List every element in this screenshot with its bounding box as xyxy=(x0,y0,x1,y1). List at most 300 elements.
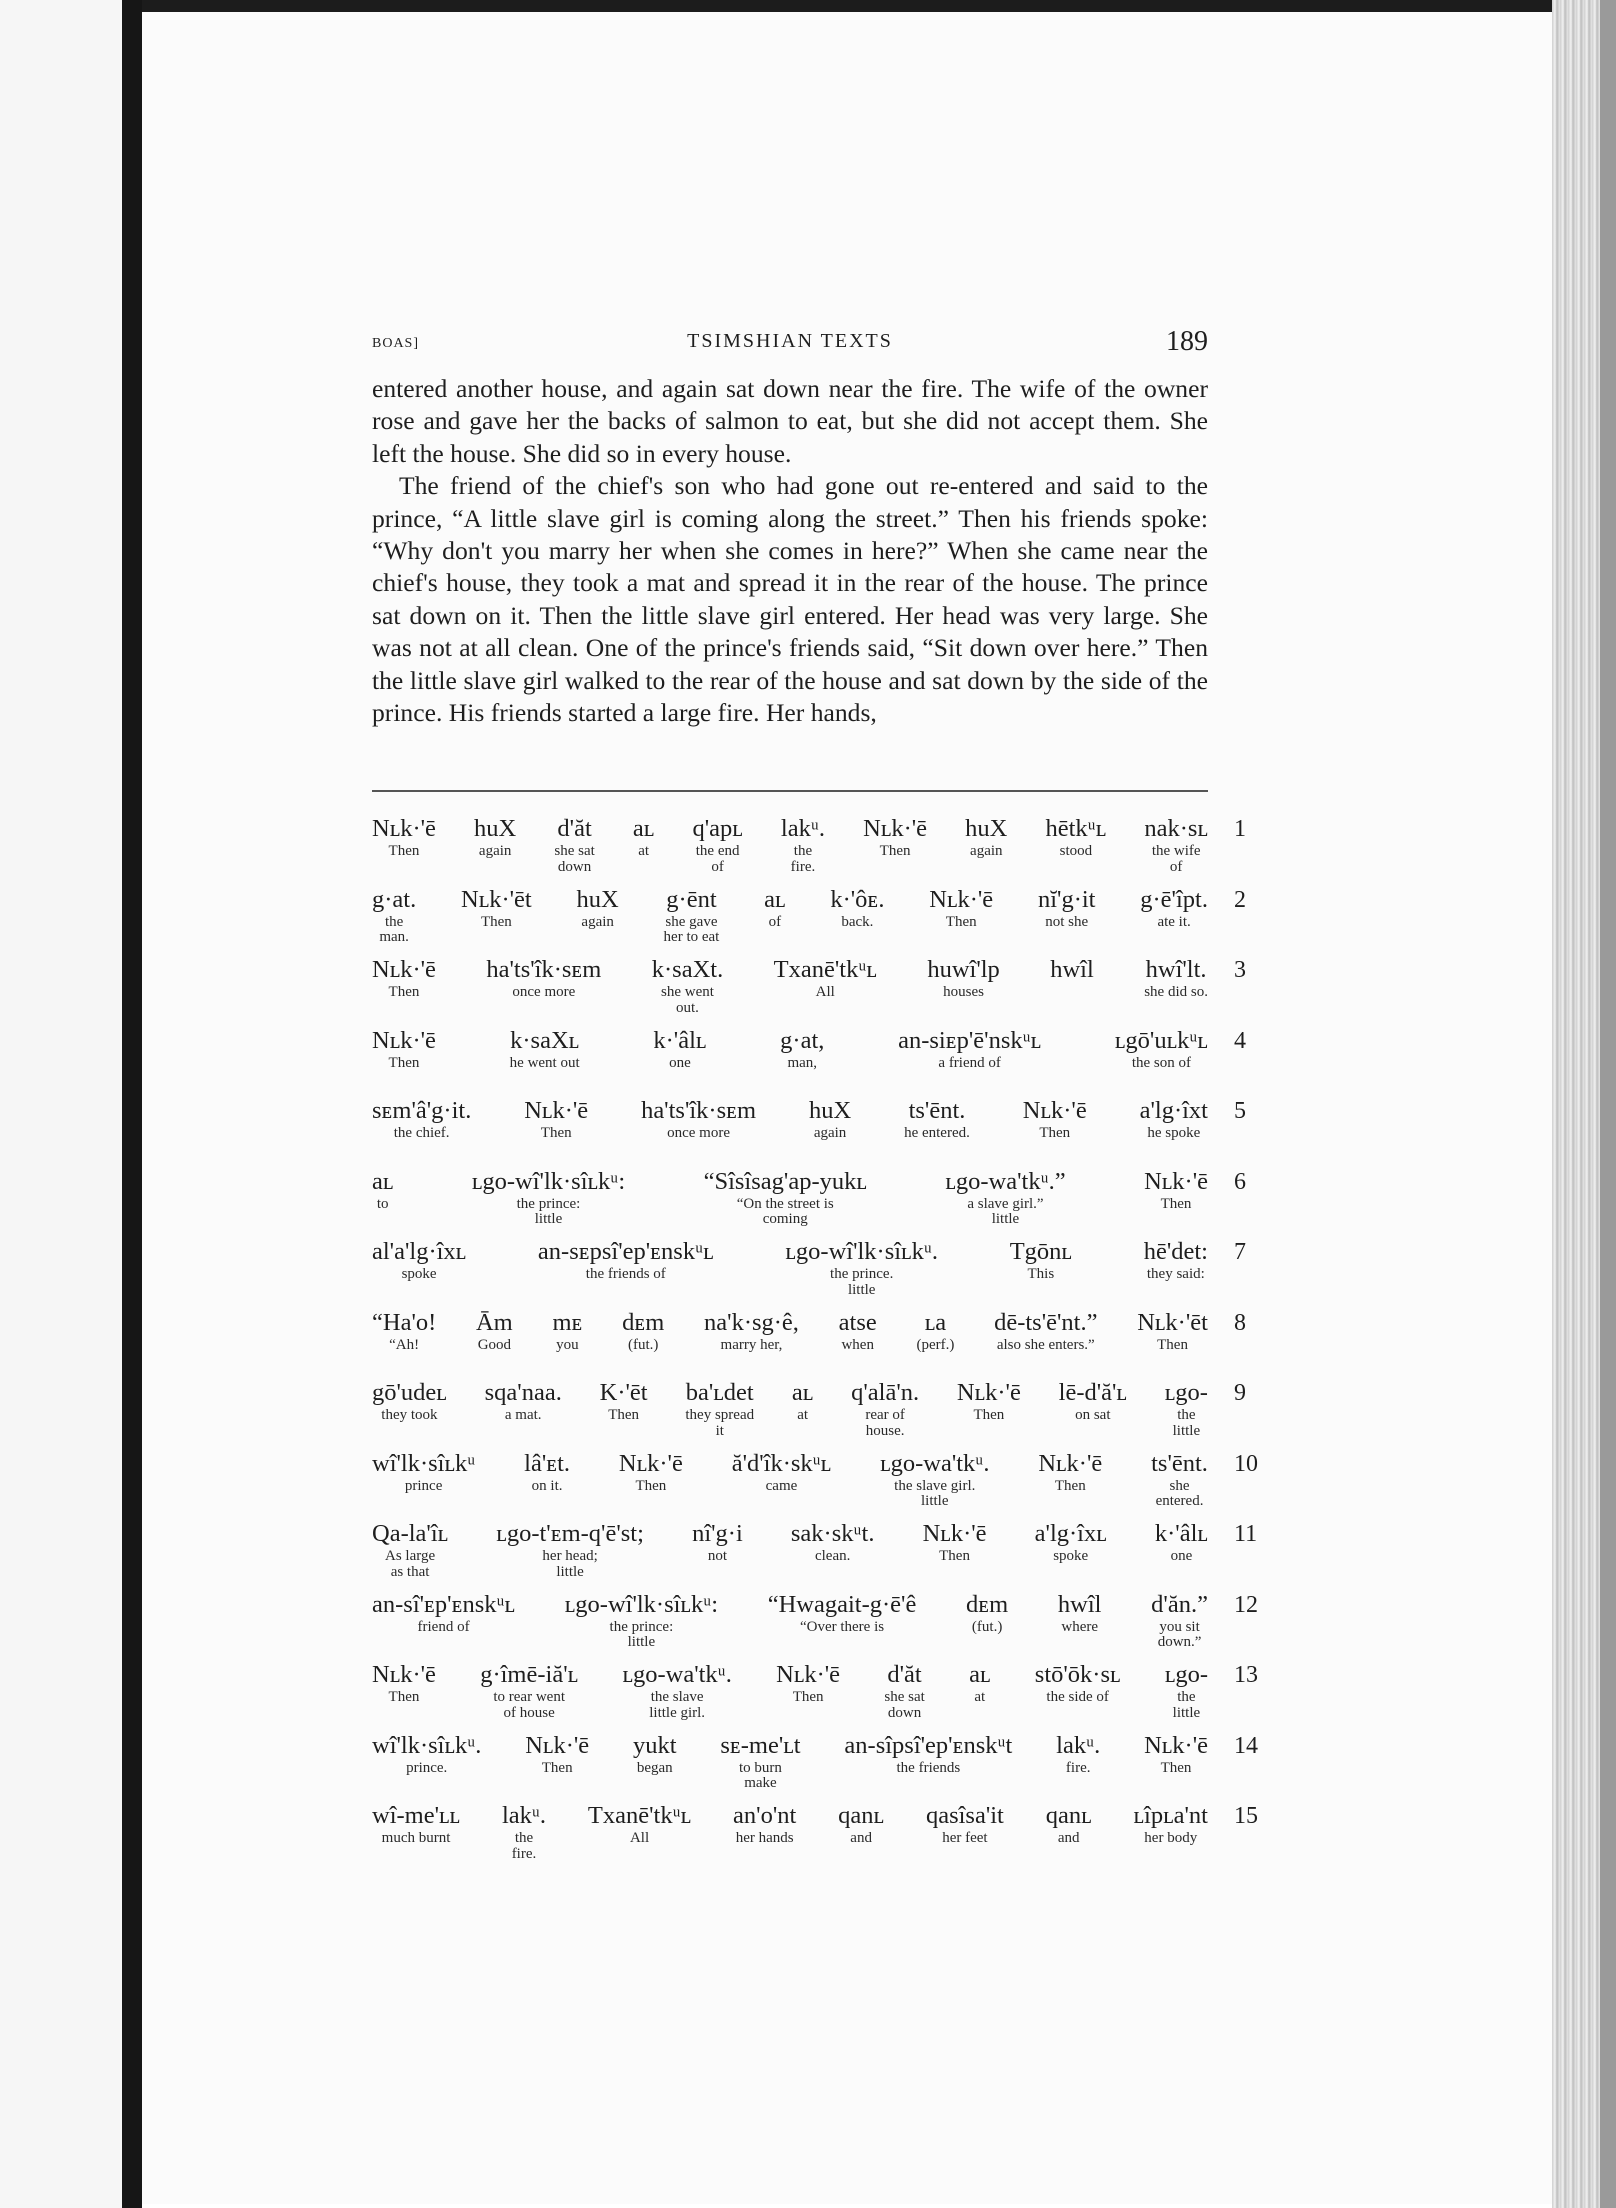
gloss: they spread it xyxy=(685,1407,755,1439)
word-unit xyxy=(1144,955,1208,1001)
gloss: stood xyxy=(1059,843,1093,859)
word-unit xyxy=(704,1167,867,1228)
gloss: Then xyxy=(388,1054,420,1071)
gloss: the fire. xyxy=(511,1830,537,1862)
line-number: 11 xyxy=(1234,1521,1258,1547)
word-unit xyxy=(538,1237,714,1283)
word-unit xyxy=(969,1660,990,1706)
gloss: the little xyxy=(1172,1407,1201,1439)
word-unit xyxy=(1023,1096,1087,1142)
word-unit xyxy=(945,1167,1065,1228)
native-word: ʟa xyxy=(924,1308,947,1336)
native-word: Nʟk·'ē xyxy=(372,1661,436,1688)
line-number: 12 xyxy=(1234,1591,1258,1618)
interlinear-line xyxy=(372,1660,1258,1731)
native-word: hētkᵘʟ xyxy=(1045,815,1107,842)
word-unit xyxy=(372,885,416,946)
gloss: Then xyxy=(388,843,420,859)
word-unit xyxy=(1046,814,1107,860)
gloss: Then xyxy=(540,1125,572,1141)
word-unit xyxy=(1144,1167,1208,1213)
gloss: friend of xyxy=(417,1618,470,1635)
native-word: d'ăt xyxy=(557,815,592,842)
word-unit xyxy=(926,1801,1004,1847)
native-word: hwîl xyxy=(1057,1590,1102,1618)
gloss: houses xyxy=(943,984,984,1000)
gloss: she gave her to eat xyxy=(663,913,720,945)
word-unit xyxy=(372,1801,460,1847)
word-unit xyxy=(929,885,993,931)
native-word: Nʟk·'ē xyxy=(776,1661,841,1688)
gloss: the slave little girl. xyxy=(649,1689,706,1721)
native-word: Txanē'tkᵘʟ xyxy=(587,1802,692,1829)
word-unit xyxy=(476,1308,513,1354)
gloss: Then xyxy=(939,1548,970,1564)
word-unit xyxy=(633,1731,677,1777)
native-word: hē'det: xyxy=(1143,1238,1208,1265)
native-word: Nʟk·'ē xyxy=(922,1520,987,1547)
gloss: This xyxy=(1027,1266,1055,1282)
word-unit xyxy=(692,1519,743,1565)
gloss: clean. xyxy=(814,1548,851,1564)
native-word: ʟgo-wî'lk·sîʟkᵘ: xyxy=(564,1590,719,1618)
native-word: Nʟk·'ē xyxy=(525,1731,590,1759)
native-word: lē-d'ă'ʟ xyxy=(1058,1379,1127,1406)
gloss: the little xyxy=(1172,1689,1201,1721)
gloss: the slave girl. little xyxy=(894,1477,976,1509)
word-unit xyxy=(1050,955,1094,985)
word-unit xyxy=(830,885,884,931)
word-unit xyxy=(480,1660,578,1721)
gloss: they took xyxy=(381,1407,438,1423)
native-word: qanʟ xyxy=(838,1802,885,1829)
native-word: mᴇ xyxy=(552,1308,583,1336)
native-word: wî'lk·sîʟkᵘ xyxy=(372,1449,476,1477)
native-word: stō'ōk·sʟ xyxy=(1034,1661,1121,1688)
word-unit xyxy=(485,1378,562,1424)
native-word: g·ēnt xyxy=(666,885,717,913)
line-number: 2 xyxy=(1234,886,1246,913)
gloss: she sat down xyxy=(884,1689,925,1721)
word-unit xyxy=(1151,1449,1208,1510)
gloss: he went out xyxy=(509,1054,580,1071)
word-unit xyxy=(653,1026,706,1072)
gloss: much burnt xyxy=(381,1830,451,1846)
gloss: the son of xyxy=(1131,1054,1191,1071)
gloss: the chief. xyxy=(393,1125,450,1141)
native-word: aʟ xyxy=(372,1167,394,1195)
native-word: sᴇm'â'g·it. xyxy=(372,1097,472,1124)
word-unit xyxy=(1144,1731,1208,1777)
gloss: As large as that xyxy=(385,1548,436,1580)
native-word: sak·skᵘt. xyxy=(790,1520,875,1547)
native-word: “Ha'o! xyxy=(372,1308,437,1336)
gloss: spoke xyxy=(1053,1548,1089,1564)
gloss: once more xyxy=(512,984,576,1000)
word-unit xyxy=(641,1096,756,1142)
gloss: Good xyxy=(477,1336,512,1353)
word-unit xyxy=(916,1308,954,1354)
word-unit xyxy=(904,1096,970,1142)
native-word: a'lg·îxʟ xyxy=(1034,1520,1107,1547)
native-word: qasîsa'it xyxy=(925,1802,1004,1829)
word-unit xyxy=(622,1308,664,1354)
page-number: 189 xyxy=(1166,326,1208,357)
word-unit xyxy=(839,1308,877,1354)
native-word: Nʟk·'ē xyxy=(1144,1167,1208,1195)
word-unit xyxy=(372,1026,436,1072)
native-word: lakᵘ. xyxy=(501,1802,547,1829)
native-word: Txanē'tkᵘʟ xyxy=(773,956,877,983)
word-unit xyxy=(565,1590,718,1651)
native-word: Nʟk·'ē xyxy=(863,815,928,842)
native-word: ts'ēnt. xyxy=(908,1097,966,1124)
native-word: k·saXʟ xyxy=(510,1026,580,1054)
line-number: 4 xyxy=(1234,1027,1246,1054)
native-word: yukt xyxy=(632,1731,677,1759)
facing-page-edge xyxy=(0,0,122,2208)
interlinear-line xyxy=(372,814,1246,885)
gloss: Then xyxy=(1157,1336,1188,1353)
word-unit xyxy=(600,1378,648,1424)
word-unit xyxy=(1046,1801,1092,1847)
gloss: he entered. xyxy=(904,1125,970,1141)
native-word: Nʟk·'ē xyxy=(1144,1731,1208,1759)
word-unit xyxy=(692,814,742,875)
gloss: fire. xyxy=(1065,1759,1091,1776)
section-divider xyxy=(372,790,1208,792)
line-number: 14 xyxy=(1234,1732,1258,1759)
interlinear-line xyxy=(372,1378,1246,1449)
line-number: 5 xyxy=(1234,1098,1246,1124)
word-unit xyxy=(1058,1590,1102,1636)
word-unit xyxy=(1165,1660,1208,1721)
native-word: Nʟk·'ē xyxy=(372,956,436,983)
interlinear-line xyxy=(372,1731,1258,1802)
native-word: lâ'ᴇt. xyxy=(524,1449,571,1477)
gloss: spoke xyxy=(401,1266,437,1282)
gloss: she sat down xyxy=(554,843,595,875)
word-unit xyxy=(1134,1801,1208,1847)
gloss: at xyxy=(797,1407,809,1423)
native-word: Tgōnʟ xyxy=(1009,1238,1072,1265)
native-word: “Sîsîsag'ap-yukʟ xyxy=(703,1167,867,1195)
gloss: at xyxy=(638,843,650,859)
word-unit xyxy=(774,955,877,1001)
gloss: Then xyxy=(635,1477,667,1494)
native-word: an'o'nt xyxy=(733,1802,797,1829)
interlinear-line xyxy=(372,955,1246,1026)
gloss: the prince: little xyxy=(609,1618,674,1650)
gloss: marry her, xyxy=(720,1336,783,1353)
native-word: huX xyxy=(965,815,1008,842)
gloss: the prince: little xyxy=(516,1195,581,1227)
line-number: 15 xyxy=(1234,1803,1258,1829)
native-word: dᴇm xyxy=(622,1308,665,1336)
native-word: ʟgo-t'ᴇm-q'ē'st; xyxy=(496,1520,644,1547)
native-word: atse xyxy=(838,1308,877,1336)
word-unit xyxy=(1115,1026,1208,1072)
interlinear-line xyxy=(372,885,1246,956)
line-number: 7 xyxy=(1234,1239,1246,1265)
native-word: hwî'lt. xyxy=(1145,956,1207,983)
native-word: g·îmē-iă'ʟ xyxy=(480,1661,579,1688)
word-unit xyxy=(372,1590,515,1636)
line-number: 1 xyxy=(1234,816,1246,842)
gloss: (perf.) xyxy=(916,1336,955,1353)
native-word: aʟ xyxy=(632,815,655,842)
native-word: an-sᴇpsî'ep'ᴇnskᵘʟ xyxy=(537,1238,714,1265)
word-unit xyxy=(510,1026,580,1072)
native-word: ʟgō'uʟkᵘʟ xyxy=(1114,1026,1208,1054)
gloss: the man. xyxy=(379,913,409,945)
word-unit xyxy=(1155,1519,1208,1565)
native-word: q'alā'n. xyxy=(851,1379,920,1406)
gloss: on it. xyxy=(531,1477,563,1494)
gloss: to rear went of house xyxy=(493,1689,565,1721)
word-unit xyxy=(1151,1590,1208,1651)
word-unit xyxy=(1059,1378,1127,1424)
word-unit xyxy=(733,1801,796,1847)
native-word: huX xyxy=(474,815,517,842)
gloss: her head; little xyxy=(542,1548,598,1580)
native-word: Nʟk·'ēt xyxy=(461,885,532,913)
word-unit xyxy=(372,1660,436,1706)
word-unit xyxy=(577,885,619,931)
gloss: when xyxy=(841,1336,874,1353)
gloss: she entered. xyxy=(1155,1477,1204,1509)
native-word: q'apʟ xyxy=(692,815,743,842)
word-unit xyxy=(965,814,1007,860)
word-unit xyxy=(524,1449,570,1495)
interlinear-line xyxy=(372,1237,1246,1308)
word-unit xyxy=(588,1801,691,1847)
word-unit xyxy=(785,1237,938,1298)
native-word: nĭ'g·it xyxy=(1037,885,1096,913)
gloss: man, xyxy=(787,1054,818,1071)
gloss: a slave girl.” little xyxy=(967,1195,1044,1227)
native-word: sqa'naa. xyxy=(484,1379,562,1406)
word-unit xyxy=(685,1378,754,1439)
gloss: on sat xyxy=(1075,1407,1111,1423)
native-word: Nʟk·'ē xyxy=(956,1379,1021,1406)
native-word: aʟ xyxy=(969,1661,991,1688)
native-word: aʟ xyxy=(764,885,786,913)
book-spine xyxy=(122,0,142,2208)
native-word: ha'ts'îk·sᴇm xyxy=(641,1097,757,1124)
word-unit xyxy=(372,1449,475,1495)
gloss: “Over there is xyxy=(799,1618,885,1635)
native-word: Nʟk·'ē xyxy=(524,1097,589,1124)
gloss: she did so. xyxy=(1144,984,1208,1000)
word-unit xyxy=(780,1026,824,1072)
word-unit xyxy=(372,1167,393,1213)
word-unit xyxy=(372,1731,481,1777)
word-unit xyxy=(496,1519,644,1580)
word-unit xyxy=(1140,1096,1208,1142)
word-unit xyxy=(472,1167,625,1228)
native-word: ă'd'îk·skᵘʟ xyxy=(731,1449,832,1477)
gloss: prince. xyxy=(406,1759,448,1776)
gloss: to burn make xyxy=(739,1759,782,1791)
gloss: a friend of xyxy=(938,1054,1001,1071)
word-unit xyxy=(524,1096,588,1142)
gloss: he spoke xyxy=(1147,1125,1201,1141)
gloss: Then xyxy=(1160,1759,1192,1776)
word-unit xyxy=(809,1096,851,1142)
gloss: Then xyxy=(541,1759,573,1776)
word-unit xyxy=(838,1801,884,1847)
word-unit xyxy=(844,1731,1012,1777)
gloss: the friends of xyxy=(585,1266,666,1282)
gloss: “Ah! xyxy=(389,1336,420,1353)
gloss: the side of xyxy=(1046,1689,1109,1705)
gloss: began xyxy=(636,1759,673,1776)
native-word: k·saXt. xyxy=(651,956,724,983)
native-word: dᴇm xyxy=(966,1590,1009,1618)
line-number: 3 xyxy=(1234,957,1246,983)
gloss: Then xyxy=(945,913,977,930)
native-word: ʟgo-wa'tkᵘ.” xyxy=(945,1167,1066,1195)
native-word: Nʟk·'ēt xyxy=(1137,1308,1208,1336)
gloss: Then xyxy=(1054,1477,1086,1494)
word-unit xyxy=(1165,1378,1208,1439)
word-unit xyxy=(884,1660,924,1721)
word-unit xyxy=(768,1590,917,1636)
gloss: again xyxy=(970,843,1003,859)
native-word: gō'udeʟ xyxy=(372,1379,447,1406)
interlinear-line xyxy=(372,1096,1246,1167)
native-word: ʟgo-wî'lk·sîʟkᵘ. xyxy=(785,1238,938,1265)
gloss: Then xyxy=(1039,1125,1071,1141)
gloss: Then xyxy=(480,913,512,930)
gloss: a mat. xyxy=(504,1407,542,1423)
interlinear-line xyxy=(372,1519,1258,1590)
native-word: Nʟk·'ē xyxy=(1022,1097,1087,1124)
native-word: d'ăt xyxy=(887,1661,922,1688)
word-unit xyxy=(486,955,601,1001)
gloss: Then xyxy=(388,984,420,1000)
word-unit xyxy=(1144,1237,1208,1283)
word-unit xyxy=(633,814,654,860)
word-unit xyxy=(764,885,785,931)
native-word: Nʟk·'ē xyxy=(929,885,994,913)
line-number: 9 xyxy=(1234,1380,1246,1406)
word-unit xyxy=(1137,1308,1208,1354)
native-word: wî'lk·sîʟkᵘ. xyxy=(372,1731,482,1759)
gloss: back. xyxy=(841,913,874,930)
word-unit xyxy=(898,1026,1041,1072)
running-head xyxy=(372,326,1208,360)
gloss: they said: xyxy=(1146,1266,1205,1282)
gloss: Then xyxy=(608,1407,640,1423)
gloss: at xyxy=(974,1689,986,1705)
word-unit xyxy=(851,1378,919,1439)
word-unit xyxy=(1038,1449,1102,1495)
word-unit xyxy=(372,955,436,1001)
gloss: All xyxy=(815,984,835,1000)
native-word: ha'ts'îk·sᴇm xyxy=(486,956,602,983)
word-unit xyxy=(372,1096,471,1142)
native-word: lakᵘ. xyxy=(780,815,825,842)
native-word: Nʟk·'ē xyxy=(618,1449,683,1477)
word-unit xyxy=(552,1308,582,1354)
running-head-title: TSIMSHIAN TEXTS xyxy=(687,330,893,352)
gloss: of xyxy=(768,913,782,930)
interlinear-line xyxy=(372,1026,1246,1097)
gloss: Then xyxy=(1160,1195,1192,1212)
word-unit xyxy=(372,1308,436,1354)
gloss: rear of house. xyxy=(865,1407,905,1439)
gloss: ate it. xyxy=(1157,913,1191,930)
gloss: the prince. little xyxy=(830,1266,894,1298)
gloss: Then xyxy=(388,1689,420,1705)
word-unit xyxy=(372,1519,448,1580)
interlinear-line xyxy=(372,1167,1246,1238)
interlinear-line xyxy=(372,1308,1246,1379)
native-word: g·at. xyxy=(372,885,417,913)
gloss: her feet xyxy=(942,1830,988,1846)
native-word: lakᵘ. xyxy=(1056,1731,1101,1759)
gloss: you xyxy=(556,1336,579,1353)
native-word: aʟ xyxy=(791,1379,814,1406)
gloss: not xyxy=(707,1548,727,1564)
word-unit xyxy=(880,1449,989,1510)
word-unit xyxy=(1035,1519,1107,1565)
native-word: ts'ēnt. xyxy=(1151,1449,1208,1477)
word-unit xyxy=(720,1731,800,1792)
line-number: 13 xyxy=(1234,1662,1258,1688)
gloss: and xyxy=(850,1830,872,1846)
native-word: na'k·sg·ê, xyxy=(704,1308,799,1336)
native-word: qanʟ xyxy=(1045,1802,1092,1829)
native-word: ʟîpʟa'nt xyxy=(1133,1802,1208,1829)
gloss: the end of xyxy=(695,843,740,875)
word-unit xyxy=(792,1378,813,1424)
line-number: 6 xyxy=(1234,1168,1246,1195)
gloss: not she xyxy=(1045,913,1089,930)
native-word: huX xyxy=(576,885,619,913)
native-word: huwî'lp xyxy=(927,956,1000,983)
translation-paragraph: The friend of the chief's son who had gone out re-entered and said to the prince, “A little slave girl is coming along the street.” Then his friends spoke: “Why don't you marry her when she comes in here?” When she came near the chief's house, they took a mat and spread it in the rear of the house. The prince sat down on it. Then the little slave girl entered. Her head was very large. She was not at all clean. One of the prince's friends said, “Sit down over here.” Then the little slave girl walked to the rear of the house and sat down by the side of the prince. His friends started a large fire. Her hands, xyxy=(372,471,1208,728)
gloss: one xyxy=(1170,1548,1193,1564)
gloss: (fut.) xyxy=(971,1618,1003,1635)
native-word: an-siᴇp'ē'nskᵘʟ xyxy=(898,1026,1042,1054)
gloss: prince xyxy=(404,1477,443,1494)
word-unit xyxy=(1144,814,1208,875)
native-word: “Hwagait-g·ē'ê xyxy=(767,1590,917,1618)
page-top-edge xyxy=(142,0,1572,12)
native-word: ba'ʟdet xyxy=(685,1379,754,1406)
gloss: she went out. xyxy=(661,984,714,1016)
native-word: nak·sʟ xyxy=(1144,815,1208,842)
word-unit xyxy=(622,1660,731,1721)
word-unit xyxy=(791,1519,875,1565)
gloss: again xyxy=(478,843,512,859)
word-unit xyxy=(372,1378,447,1424)
native-word: an-sî'ᴇp'ᴇnskᵘʟ xyxy=(372,1590,516,1618)
interlinear-line xyxy=(372,1801,1258,1872)
word-unit xyxy=(1038,885,1096,931)
gloss: to xyxy=(376,1195,389,1212)
translation-text xyxy=(372,373,1208,729)
native-word: Qa-la'îʟ xyxy=(372,1520,449,1547)
gloss: once more xyxy=(667,1125,730,1141)
gloss: Then xyxy=(973,1407,1005,1423)
gloss: again xyxy=(581,913,614,930)
word-unit xyxy=(1010,1237,1072,1283)
native-word: Nʟk·'ē xyxy=(372,815,436,842)
